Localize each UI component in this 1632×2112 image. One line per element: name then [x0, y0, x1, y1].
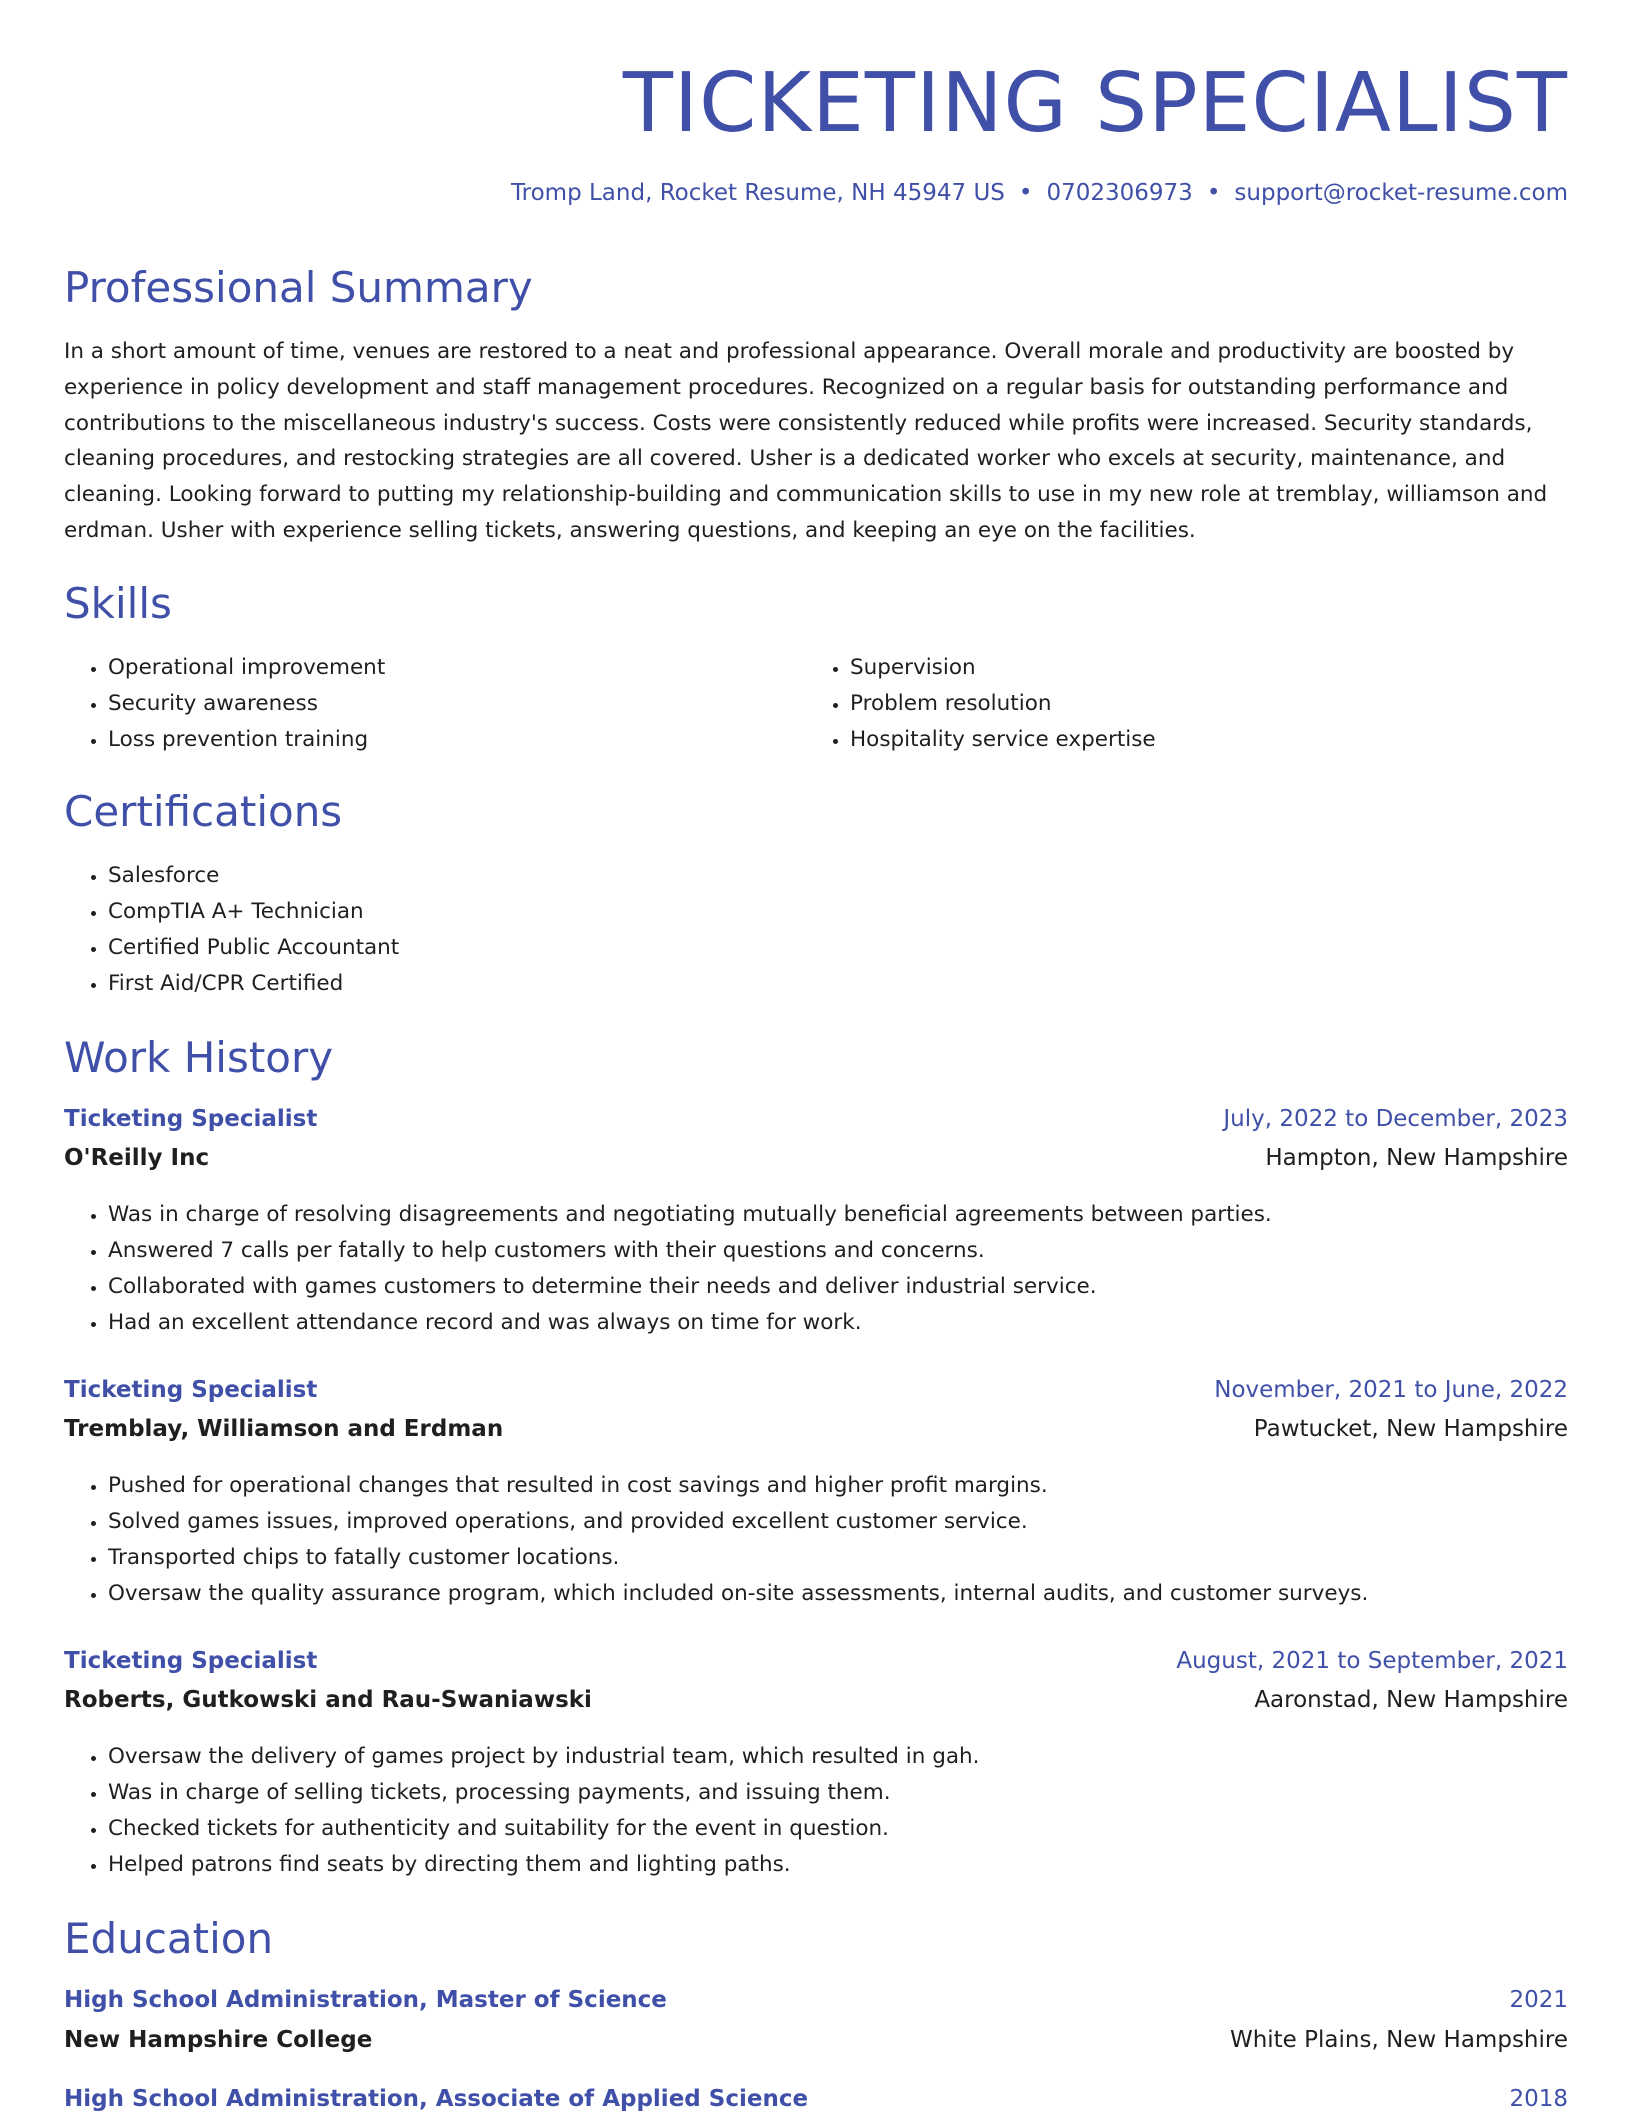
education-header — [64, 1987, 1568, 2013]
job-company: Tremblay, Williamson and Erdman — [64, 1416, 504, 1442]
section-title-education: Education — [64, 1914, 274, 1963]
resume-name: TICKETING SPECIALIST — [622, 56, 1568, 151]
job-title: Ticketing Specialist — [64, 1377, 318, 1403]
contact-email[interactable]: support@rocket-resume.com — [1234, 180, 1568, 206]
job-company: O'Reilly Inc — [64, 1145, 210, 1171]
job-title: Ticketing Specialist — [64, 1648, 318, 1674]
list-item: • Salesforce — [108, 858, 399, 894]
job-bullets — [64, 1739, 980, 1883]
job-dates: November, 2021 to June, 2022 — [1214, 1377, 1568, 1403]
list-item: • Pushed for operational changes that resulted in cost savings and higher profit margins. — [108, 1468, 1368, 1504]
list-item: • CompTIA A+ Technician — [108, 894, 399, 930]
list-item: • Solved games issues, improved operations, and provided excellent customer service. — [108, 1504, 1368, 1540]
list-item: • Oversaw the quality assurance program, which included on-site assessments, internal audits, and customer surveys. — [108, 1576, 1368, 1612]
list-item: • Supervision — [850, 650, 1156, 686]
job-company-row — [64, 1687, 1568, 1713]
job-bullets — [64, 1468, 1368, 1612]
skills-list-right — [806, 650, 1156, 758]
job-header — [64, 1106, 1568, 1132]
list-item: • Hospitality service expertise — [850, 722, 1156, 758]
education-header — [64, 2086, 1568, 2112]
section-title-work-history: Work History — [64, 1033, 334, 1082]
job-company-row — [64, 1145, 1568, 1171]
job-dates: July, 2022 to December, 2023 — [1223, 1106, 1568, 1132]
list-item: • Oversaw the delivery of games project by industrial team, which resulted in gah. — [108, 1739, 980, 1775]
list-item: • Problem resolution — [850, 686, 1156, 722]
job-dates: August, 2021 to September, 2021 — [1176, 1648, 1568, 1674]
section-title-skills: Skills — [64, 579, 172, 628]
list-item: • Answered 7 calls per fatally to help customers with their questions and concerns. — [108, 1233, 1272, 1269]
job-location: Hampton, New Hampshire — [1265, 1145, 1568, 1171]
job-location: Pawtucket, New Hampshire — [1253, 1416, 1568, 1442]
job-title: Ticketing Specialist — [64, 1106, 318, 1132]
list-item: • Collaborated with games customers to determine their needs and deliver industrial service. — [108, 1269, 1272, 1305]
list-item: • Checked tickets for authenticity and suitability for the event in question. — [108, 1811, 980, 1847]
list-item: • Security awareness — [108, 686, 385, 722]
education-year: 2021 — [1509, 1987, 1568, 2013]
section-title-summary: Professional Summary — [64, 263, 533, 312]
job-company: Roberts, Gutkowski and Rau-Swaniawski — [64, 1687, 592, 1713]
list-item: • Was in charge of resolving disagreements and negotiating mutually beneficial agreements between parties. — [108, 1197, 1272, 1233]
contact-line — [511, 180, 1568, 206]
job-header — [64, 1648, 1568, 1674]
education-degree: High School Administration, Associate of Applied Science — [64, 2086, 809, 2112]
job-header — [64, 1377, 1568, 1403]
list-item: • Transported chips to fatally customer locations. — [108, 1540, 1368, 1576]
list-item: • First Aid/CPR Certified — [108, 966, 399, 1002]
education-year: 2018 — [1509, 2086, 1568, 2112]
education-degree: High School Administration, Master of Science — [64, 1987, 667, 2013]
education-school-row — [64, 2027, 1568, 2053]
job-bullets — [64, 1197, 1272, 1341]
list-item: • Operational improvement — [108, 650, 385, 686]
contact-phone[interactable]: 0702306973 — [1046, 180, 1193, 206]
certifications-list — [64, 858, 399, 1002]
list-item: • Loss prevention training — [108, 722, 385, 758]
education-school: New Hampshire College — [64, 2027, 373, 2053]
list-item: • Had an excellent attendance record and was always on time for work. — [108, 1305, 1272, 1341]
contact-separator: • — [1206, 180, 1221, 206]
contact-address: Tromp Land, Rocket Resume, NH 45947 US — [510, 180, 1005, 206]
education-location: White Plains, New Hampshire — [1229, 2027, 1568, 2053]
job-company-row — [64, 1416, 1568, 1442]
contact-separator: • — [1018, 180, 1033, 206]
job-location: Aaronstad, New Hampshire — [1254, 1687, 1568, 1713]
list-item: • Certified Public Accountant — [108, 930, 399, 966]
summary-text: In a short amount of time, venues are restored to a neat and professional appearance. Overall morale and productivity are boosted by experience in policy development and staff management procedures. Recognized on a regular basis for outstanding performance and contributions to the miscellaneous industry's success. Costs were consistently reduced while profits were increased. Security standards, cleaning procedures, and restocking strategies are all covered. Usher is a dedicated worker who excels at security, maintenance, and cleaning. Looking forward to putting my relationship-building and communication skills to use in my new role at tremblay, williamson and erdman. Usher with experience selling tickets, answering questions, and keeping an eye on the facilities. — [64, 339, 1548, 543]
list-item: • Helped patrons find seats by directing them and lighting paths. — [108, 1847, 980, 1883]
section-title-certifications: Certifications — [64, 787, 343, 836]
skills-list-left — [64, 650, 385, 758]
list-item: • Was in charge of selling tickets, processing payments, and issuing them. — [108, 1775, 980, 1811]
